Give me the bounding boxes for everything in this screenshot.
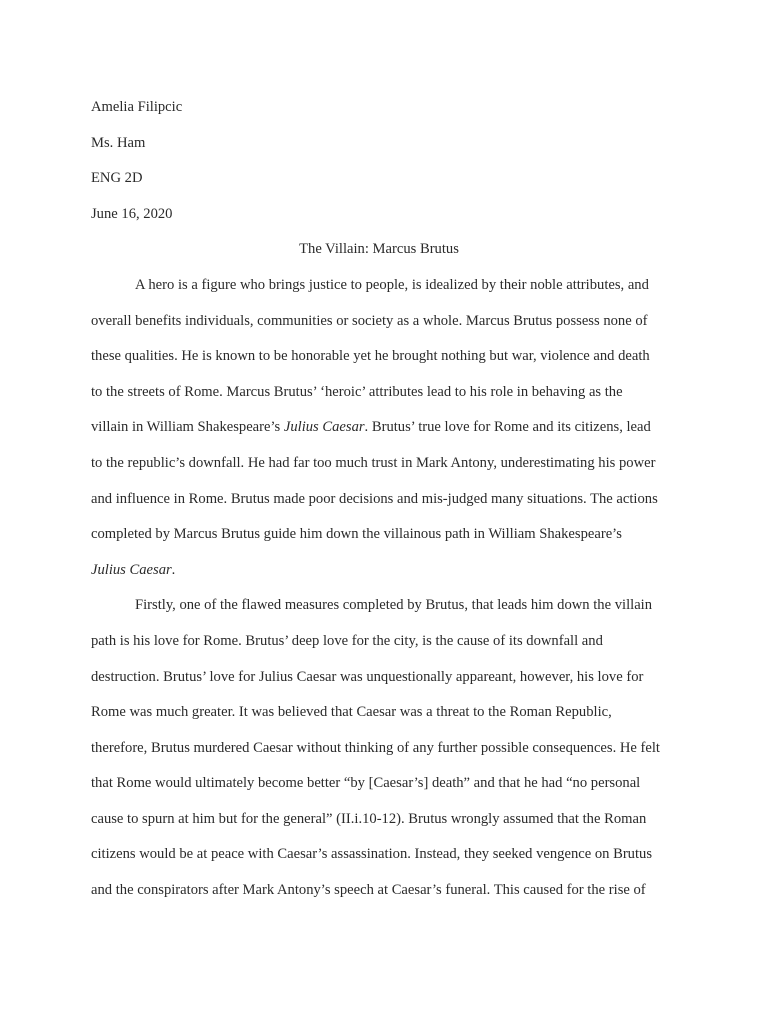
paragraph-line: cause to spurn at him but for the general” (II.i.10-12). Brutus wrongly assumed that the Roman	[91, 810, 647, 827]
paragraph-line: completed by Marcus Brutus guide him down the villainous path in William Shakespeare’s	[91, 526, 622, 543]
paragraph-line: to the streets of Rome. Marcus Brutus’ ‘heroic’ attributes lead to his role in behaving as the	[91, 383, 623, 400]
course-code: ENG 2D	[91, 170, 143, 187]
paragraph-line: that Rome would ultimately become better “by [Caesar’s] death” and that he had “no personal	[91, 775, 641, 792]
line-text: villain in William Shakespeare’s	[91, 419, 284, 436]
paragraph-line: path is his love for Rome. Brutus’ deep love for the city, is the cause of its downfall and	[91, 632, 603, 649]
paragraph-line: A hero is a figure who brings justice to people, is idealized by their noble attributes, and	[135, 276, 649, 293]
essay-date: June 16, 2020	[91, 205, 173, 222]
paragraph-line: destruction. Brutus’ love for Julius Caesar was unquestionally appareant, however, his love for	[91, 668, 644, 685]
play-title-italic: Julius Caesar	[91, 561, 172, 578]
play-title-italic: Julius Caesar	[283, 419, 365, 436]
essay-title: The Villain: Marcus Brutus	[299, 241, 459, 258]
paragraph-line	[91, 553, 667, 589]
paragraph-line: and influence in Rome. Brutus made poor decisions and mis-judged many situations. The actions	[91, 490, 658, 507]
author-name: Amelia Filipcic	[91, 99, 183, 115]
paragraph-line: therefore, Brutus murdered Caesar without thinking of any further possible consequences. He felt	[91, 739, 660, 756]
paragraph-intro	[91, 268, 667, 588]
paragraph-body-1	[91, 588, 667, 908]
paragraph-line: to the republic’s downfall. He had far too much trust in Mark Antony, underestimating his power	[91, 454, 656, 471]
line-text: .	[171, 561, 176, 578]
paragraph-line: overall benefits individuals, communities or society as a whole. Marcus Brutus possess none of	[91, 312, 648, 329]
paragraph-line: these qualities. He is known to be honorable yet he brought nothing but war, violence and death	[91, 348, 650, 365]
paragraph-line: Rome was much greater. It was believed that Caesar was a threat to the Roman Republic,	[91, 704, 612, 721]
paragraph-line	[91, 410, 667, 446]
essay-body	[91, 90, 667, 909]
paragraph-line: and the conspirators after Mark Antony’s speech at Caesar’s funeral. This caused for the rise of	[91, 882, 646, 899]
teacher-name: Ms. Ham	[91, 134, 146, 151]
paragraph-line: citizens would be at peace with Caesar’s assassination. Instead, they seeked vengence on Brutus	[91, 846, 653, 863]
line-text: . Brutus’ true love for Rome and its citizens, lead	[364, 419, 651, 436]
paragraph-line: Firstly, one of the flawed measures completed by Brutus, that leads him down the villain	[135, 597, 653, 614]
